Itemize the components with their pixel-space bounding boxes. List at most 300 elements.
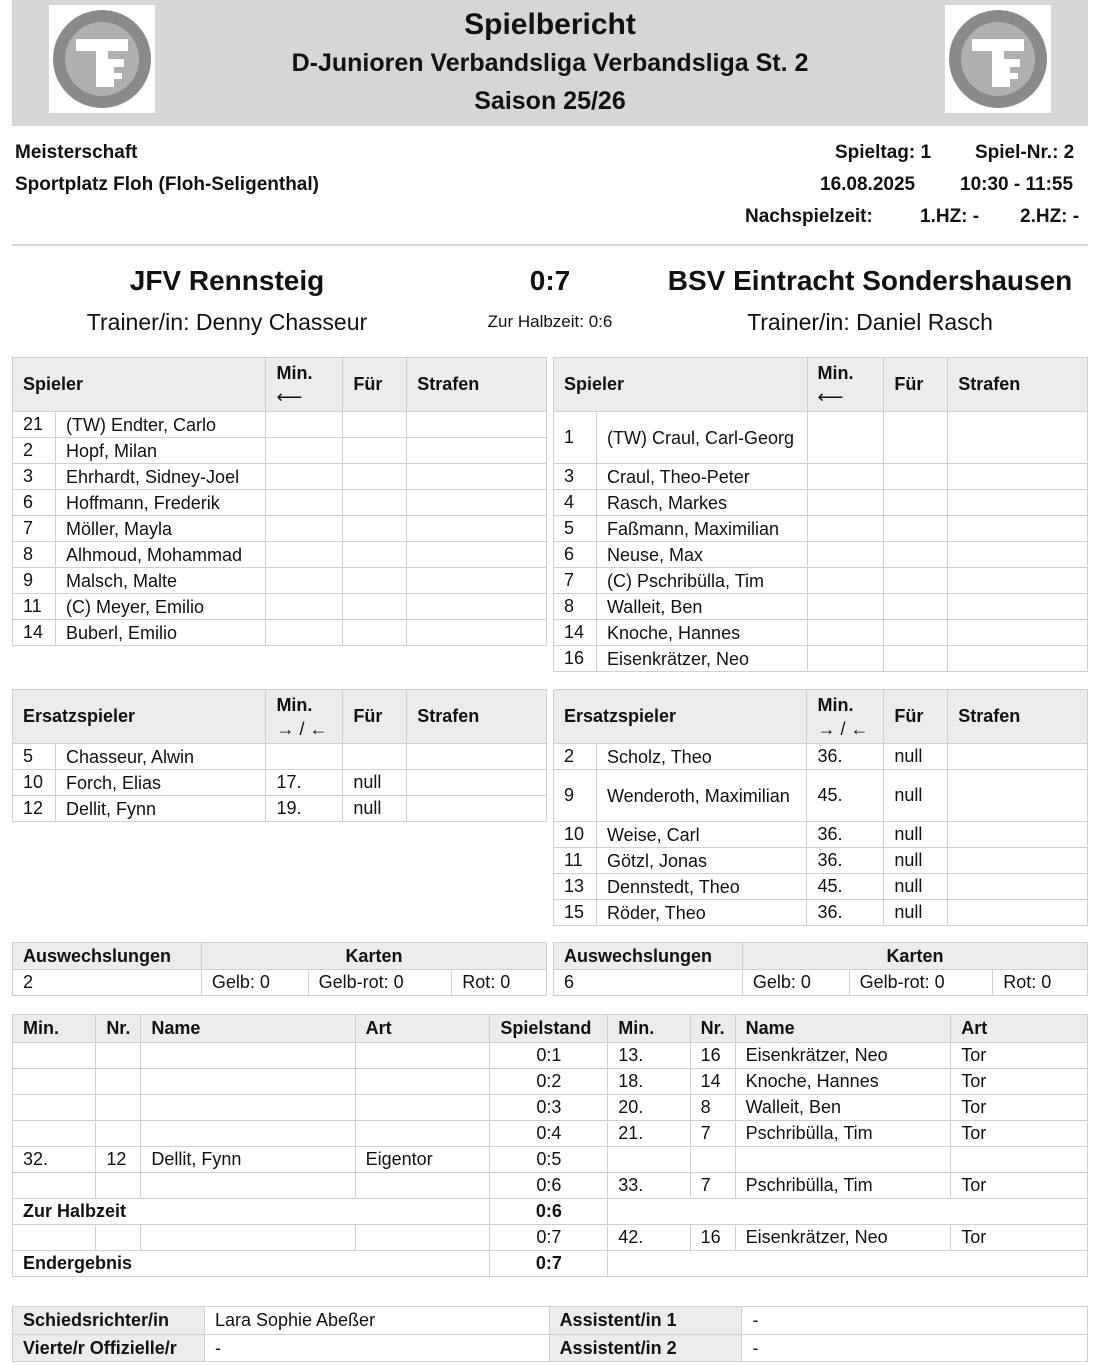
lineup-header-min-arrow: ⟵ <box>817 386 844 407</box>
player-row <box>13 542 547 568</box>
home-event-number <box>96 1225 141 1251</box>
home-event-number <box>96 1069 141 1095</box>
match-number: Spiel-Nr.: 2 <box>975 142 1075 163</box>
player-for <box>884 516 948 542</box>
player-minute <box>807 542 884 568</box>
events-header-nr: Nr. <box>96 1015 141 1043</box>
away-event-minute: 42. <box>608 1225 690 1251</box>
player-for <box>884 620 948 646</box>
home-event-number: 12 <box>96 1147 141 1173</box>
player-number: 1 <box>554 412 597 464</box>
home-event-type <box>355 1043 490 1069</box>
sub-number: 13 <box>554 874 597 900</box>
sub-row <box>554 900 1088 926</box>
events-header-score: Spielstand <box>490 1015 608 1043</box>
player-minute <box>266 438 343 464</box>
event-score: 0:4 <box>490 1121 608 1147</box>
home-lineup-table <box>12 357 547 646</box>
away-event-number: 16 <box>690 1043 735 1069</box>
player-name: Ehrhardt, Sidney-Joel <box>55 464 265 490</box>
sub-name: Dennstedt, Theo <box>596 874 806 900</box>
away-event-number: 7 <box>690 1173 735 1199</box>
player-name: Walleit, Ben <box>596 594 807 620</box>
sub-for <box>343 744 407 770</box>
venue: Sportplatz Floh (Floh-Seligenthal) <box>15 174 319 195</box>
sub-minute: 36. <box>807 848 884 874</box>
subs-header-min-arrows: → / ← <box>817 718 869 739</box>
player-penalties <box>407 412 547 438</box>
assistant2-name: - <box>742 1335 1088 1362</box>
sub-penalties <box>948 874 1088 900</box>
player-minute <box>807 620 884 646</box>
sub-name: Wenderoth, Maximilian <box>596 770 806 822</box>
player-name: Malsch, Malte <box>55 568 265 594</box>
sub-minute: 45. <box>807 770 884 822</box>
fourth-official-name: - <box>204 1335 549 1362</box>
away-yellow-red-cards: Gelb-rot: 0 <box>849 970 993 996</box>
sub-for: null <box>884 874 948 900</box>
subs-header-min-arrows: → / ← <box>276 718 328 739</box>
sub-for: null <box>884 848 948 874</box>
player-row <box>13 594 547 620</box>
sub-for: null <box>343 770 407 796</box>
home-subs-table <box>12 689 547 822</box>
referee-name: Lara Sophie Abeßer <box>204 1307 549 1335</box>
subs-header-min: Min. <box>276 694 313 715</box>
away-event-minute: 13. <box>608 1043 690 1069</box>
sub-number: 11 <box>554 848 597 874</box>
player-for <box>343 438 407 464</box>
player-minute <box>807 646 884 672</box>
subs-header-penalties: Strafen <box>407 690 547 744</box>
player-minute <box>266 542 343 568</box>
home-trainer: Trainer/in: Denny Chasseur <box>86 309 368 335</box>
home-event-type <box>355 1069 490 1095</box>
sub-row <box>554 848 1088 874</box>
subs-header-for: Für <box>343 690 407 744</box>
summary-cards-label: Karten <box>742 943 1087 970</box>
home-event-minute <box>13 1173 96 1199</box>
sub-number: 5 <box>13 744 56 770</box>
player-number: 21 <box>13 412 56 438</box>
sub-for: null <box>884 822 948 848</box>
stoppage-first-half: 1.HZ: - <box>920 206 980 227</box>
away-event-player: Knoche, Hannes <box>735 1069 951 1095</box>
sub-penalties <box>948 744 1088 770</box>
away-event-player: Eisenkrätzer, Neo <box>735 1225 951 1251</box>
home-event-number <box>96 1121 141 1147</box>
event-row <box>13 1251 1088 1277</box>
away-red-cards: Rot: 0 <box>993 970 1088 996</box>
player-number: 8 <box>13 542 56 568</box>
player-penalties <box>407 464 547 490</box>
subs-header-player: Ersatzspieler <box>554 690 807 744</box>
player-for <box>343 620 407 646</box>
home-event-player <box>141 1095 355 1121</box>
event-score: 0:1 <box>490 1043 608 1069</box>
player-for <box>884 646 948 672</box>
player-penalties <box>407 438 547 464</box>
event-score: 0:6 <box>490 1173 608 1199</box>
home-event-player: Dellit, Fynn <box>141 1147 355 1173</box>
sub-minute: 45. <box>807 874 884 900</box>
player-row <box>13 490 547 516</box>
assistant1-label: Assistent/in 1 <box>549 1307 742 1335</box>
player-penalties <box>948 594 1088 620</box>
player-minute <box>266 568 343 594</box>
player-number: 5 <box>554 516 597 542</box>
subs-header-player: Ersatzspieler <box>13 690 266 744</box>
player-penalties <box>407 542 547 568</box>
summary-subs-label: Auswechslungen <box>554 943 743 970</box>
player-minute <box>266 464 343 490</box>
home-event-minute: 32. <box>13 1147 96 1173</box>
player-name: Hopf, Milan <box>55 438 265 464</box>
player-number: 11 <box>13 594 56 620</box>
player-penalties <box>407 516 547 542</box>
sub-minute: 36. <box>807 822 884 848</box>
player-name: (C) Pschribülla, Tim <box>596 568 807 594</box>
player-penalties <box>948 490 1088 516</box>
player-for <box>884 542 948 568</box>
player-penalties <box>948 568 1088 594</box>
player-name: Neuse, Max <box>596 542 807 568</box>
home-event-player <box>141 1043 355 1069</box>
player-for <box>884 464 948 490</box>
sub-penalties <box>948 900 1088 926</box>
player-penalties <box>407 568 547 594</box>
player-for <box>884 594 948 620</box>
sub-number: 10 <box>554 822 597 848</box>
player-name: Craul, Theo-Peter <box>596 464 807 490</box>
home-event-type <box>355 1121 490 1147</box>
player-row <box>13 464 547 490</box>
lineup-header-for: Für <box>343 358 407 412</box>
lineup-header-player: Spieler <box>13 358 266 412</box>
event-filler <box>608 1199 1088 1225</box>
player-minute <box>807 464 884 490</box>
sub-for: null <box>884 770 948 822</box>
player-row <box>13 568 547 594</box>
player-row <box>554 412 1088 464</box>
lineup-header-min: Min. <box>276 362 313 383</box>
away-event-player: Walleit, Ben <box>735 1095 951 1121</box>
lineup-header-penalties: Strafen <box>948 358 1088 412</box>
matchday: Spieltag: 1 <box>835 142 932 163</box>
away-event-minute: 20. <box>608 1095 690 1121</box>
away-event-number: 7 <box>690 1121 735 1147</box>
away-lineup-table <box>553 357 1088 672</box>
player-for <box>343 568 407 594</box>
fourth-official-label: Vierte/r Offizielle/r <box>13 1335 205 1362</box>
player-row <box>13 412 547 438</box>
lineup-header-penalties: Strafen <box>407 358 547 412</box>
event-filler <box>608 1251 1088 1277</box>
events-header-min: Min. <box>608 1015 690 1043</box>
home-yellow-red-cards: Gelb-rot: 0 <box>308 970 452 996</box>
sub-row <box>554 770 1088 822</box>
player-row <box>554 464 1088 490</box>
sub-name: Götzl, Jonas <box>596 848 806 874</box>
event-row <box>13 1199 1088 1225</box>
divider <box>12 244 1088 246</box>
player-penalties <box>407 620 547 646</box>
event-row <box>13 1225 1088 1251</box>
player-for <box>343 594 407 620</box>
away-summary-table <box>553 942 1088 996</box>
home-event-type <box>355 1095 490 1121</box>
player-penalties <box>948 412 1088 464</box>
competition-type: Meisterschaft <box>15 142 138 163</box>
player-name: Hoffmann, Frederik <box>55 490 265 516</box>
sub-row <box>13 770 547 796</box>
home-event-player <box>141 1173 355 1199</box>
away-yellow-cards: Gelb: 0 <box>742 970 849 996</box>
lineup-header-for: Für <box>884 358 948 412</box>
events-header-name: Name <box>141 1015 355 1043</box>
sub-name: Weise, Carl <box>596 822 806 848</box>
sub-row <box>554 744 1088 770</box>
player-number: 3 <box>13 464 56 490</box>
events-header-type: Art <box>355 1015 490 1043</box>
home-event-minute <box>13 1043 96 1069</box>
player-for <box>343 464 407 490</box>
sub-row <box>13 796 547 822</box>
away-event-minute: 21. <box>608 1121 690 1147</box>
event-score: 0:3 <box>490 1095 608 1121</box>
away-event-minute: 18. <box>608 1069 690 1095</box>
player-for <box>343 490 407 516</box>
player-penalties <box>407 490 547 516</box>
away-event-type: Tor <box>951 1043 1088 1069</box>
sub-number: 9 <box>554 770 597 822</box>
home-event-player <box>141 1069 355 1095</box>
away-event-number: 16 <box>690 1225 735 1251</box>
sub-minute: 19. <box>266 796 343 822</box>
player-number: 2 <box>13 438 56 464</box>
player-name: Buberl, Emilio <box>55 620 265 646</box>
player-name: Eisenkrätzer, Neo <box>596 646 807 672</box>
player-minute <box>807 594 884 620</box>
player-name: Möller, Mayla <box>55 516 265 542</box>
player-row <box>13 516 547 542</box>
sub-row <box>554 874 1088 900</box>
player-minute <box>266 516 343 542</box>
away-event-type <box>951 1147 1088 1173</box>
player-name: (TW) Endter, Carlo <box>55 412 265 438</box>
stoppage-second-half: 2.HZ: - <box>1020 206 1080 227</box>
sub-row <box>554 822 1088 848</box>
player-row <box>554 516 1088 542</box>
sub-name: Scholz, Theo <box>596 744 806 770</box>
player-minute <box>266 594 343 620</box>
player-row <box>554 490 1088 516</box>
sub-penalties <box>948 770 1088 822</box>
player-name: Rasch, Markes <box>596 490 807 516</box>
player-minute <box>807 490 884 516</box>
league-title: D-Junioren Verbandsliga Verbandsliga St. 2 <box>291 49 809 77</box>
lineup-header-player: Spieler <box>554 358 808 412</box>
home-event-player <box>141 1225 355 1251</box>
away-event-type: Tor <box>951 1121 1088 1147</box>
player-row <box>554 646 1088 672</box>
referee-label: Schiedsrichter/in <box>13 1307 205 1335</box>
sub-penalties <box>407 796 547 822</box>
home-event-type <box>355 1225 490 1251</box>
home-red-cards: Rot: 0 <box>452 970 547 996</box>
player-row <box>13 438 547 464</box>
away-event-type: Tor <box>951 1173 1088 1199</box>
home-event-number <box>96 1043 141 1069</box>
home-yellow-cards: Gelb: 0 <box>201 970 308 996</box>
player-row <box>554 542 1088 568</box>
home-team-name: JFV Rennsteig <box>129 265 325 296</box>
player-number: 14 <box>554 620 597 646</box>
player-name: Alhmoud, Mohammad <box>55 542 265 568</box>
home-event-minute <box>13 1095 96 1121</box>
sub-for: null <box>884 900 948 926</box>
sub-for: null <box>884 744 948 770</box>
player-row <box>554 620 1088 646</box>
event-summary-label: Zur Halbzeit <box>13 1199 490 1225</box>
assistant1-name: - <box>742 1307 1088 1335</box>
sub-penalties <box>407 744 547 770</box>
summary-cards-label: Karten <box>201 943 546 970</box>
sub-penalties <box>407 770 547 796</box>
player-number: 6 <box>13 490 56 516</box>
sub-name: Dellit, Fynn <box>55 796 265 822</box>
player-number: 16 <box>554 646 597 672</box>
sub-number: 2 <box>554 744 597 770</box>
event-score: 0:6 <box>490 1199 608 1225</box>
home-event-minute <box>13 1225 96 1251</box>
event-score: 0:2 <box>490 1069 608 1095</box>
player-number: 3 <box>554 464 597 490</box>
halftime-score: Zur Halbzeit: 0:6 <box>487 312 613 331</box>
player-for <box>343 412 407 438</box>
away-event-player: Pschribülla, Tim <box>735 1173 951 1199</box>
subs-header-penalties: Strafen <box>948 690 1088 744</box>
player-name: Knoche, Hannes <box>596 620 807 646</box>
event-score: 0:7 <box>490 1225 608 1251</box>
summary-subs-label: Auswechslungen <box>13 943 202 970</box>
away-event-player: Eisenkrätzer, Neo <box>735 1043 951 1069</box>
away-event-type: Tor <box>951 1095 1088 1121</box>
sub-for: null <box>343 796 407 822</box>
player-minute <box>807 568 884 594</box>
home-event-player <box>141 1121 355 1147</box>
sub-minute: 17. <box>266 770 343 796</box>
player-penalties <box>948 464 1088 490</box>
away-event-minute: 33. <box>608 1173 690 1199</box>
home-subs-count: 2 <box>13 970 202 996</box>
events-header-name: Name <box>735 1015 951 1043</box>
player-for <box>343 542 407 568</box>
lineup-header-min-arrow: ⟵ <box>276 386 303 407</box>
event-row <box>13 1043 1088 1069</box>
player-row <box>554 594 1088 620</box>
sub-row <box>13 744 547 770</box>
event-row <box>13 1121 1088 1147</box>
away-subs-count: 6 <box>554 970 743 996</box>
home-event-number <box>96 1095 141 1121</box>
match-date: 16.08.2025 <box>820 174 916 195</box>
player-name: (C) Meyer, Emilio <box>55 594 265 620</box>
sub-name: Chasseur, Alwin <box>55 744 265 770</box>
subs-header-min: Min. <box>817 694 854 715</box>
player-number: 7 <box>13 516 56 542</box>
away-event-number: 14 <box>690 1069 735 1095</box>
match-events-table <box>12 1014 1088 1277</box>
away-event-player: Pschribülla, Tim <box>735 1121 951 1147</box>
player-number: 7 <box>554 568 597 594</box>
player-minute <box>807 516 884 542</box>
player-number: 6 <box>554 542 597 568</box>
player-penalties <box>407 594 547 620</box>
officials-table <box>12 1306 1088 1362</box>
player-row <box>13 620 547 646</box>
sub-name: Röder, Theo <box>596 900 806 926</box>
report-title: Spielbericht <box>464 8 636 41</box>
player-for <box>884 412 948 464</box>
lineup-header-min: Min. <box>817 362 854 383</box>
player-name: (TW) Craul, Carl-Georg <box>596 412 807 464</box>
home-summary-table <box>12 942 547 996</box>
match-time: 10:30 - 11:55 <box>960 174 1074 195</box>
home-event-type: Eigentor <box>355 1147 490 1173</box>
event-row <box>13 1069 1088 1095</box>
events-header-type: Art <box>951 1015 1088 1043</box>
events-header-nr: Nr. <box>690 1015 735 1043</box>
away-event-type: Tor <box>951 1069 1088 1095</box>
away-event-number <box>690 1147 735 1173</box>
away-team-name: BSV Eintracht Sondershausen <box>667 265 1073 296</box>
event-score: 0:7 <box>490 1251 608 1277</box>
report-header <box>12 0 1088 126</box>
season-title: Saison 25/26 <box>474 87 626 115</box>
sub-number: 15 <box>554 900 597 926</box>
away-subs-table <box>553 689 1088 926</box>
final-score: 0:7 <box>529 265 571 296</box>
event-score: 0:5 <box>490 1147 608 1173</box>
player-number: 8 <box>554 594 597 620</box>
sub-name: Forch, Elias <box>55 770 265 796</box>
player-penalties <box>948 646 1088 672</box>
sub-penalties <box>948 848 1088 874</box>
player-name: Faßmann, Maximilian <box>596 516 807 542</box>
away-event-minute <box>608 1147 690 1173</box>
player-row <box>554 568 1088 594</box>
player-penalties <box>948 542 1088 568</box>
player-for <box>884 568 948 594</box>
event-row <box>13 1147 1088 1173</box>
sub-minute: 36. <box>807 900 884 926</box>
player-for <box>884 490 948 516</box>
sub-minute: 36. <box>807 744 884 770</box>
home-event-minute <box>13 1121 96 1147</box>
home-event-minute <box>13 1069 96 1095</box>
home-event-type <box>355 1173 490 1199</box>
subs-header-for: Für <box>884 690 948 744</box>
player-number: 14 <box>13 620 56 646</box>
event-row <box>13 1095 1088 1121</box>
away-event-type: Tor <box>951 1225 1088 1251</box>
event-summary-label: Endergebnis <box>13 1251 490 1277</box>
away-trainer: Trainer/in: Daniel Rasch <box>747 309 993 335</box>
assistant2-label: Assistent/in 2 <box>549 1335 742 1362</box>
sub-number: 12 <box>13 796 56 822</box>
event-row <box>13 1173 1088 1199</box>
